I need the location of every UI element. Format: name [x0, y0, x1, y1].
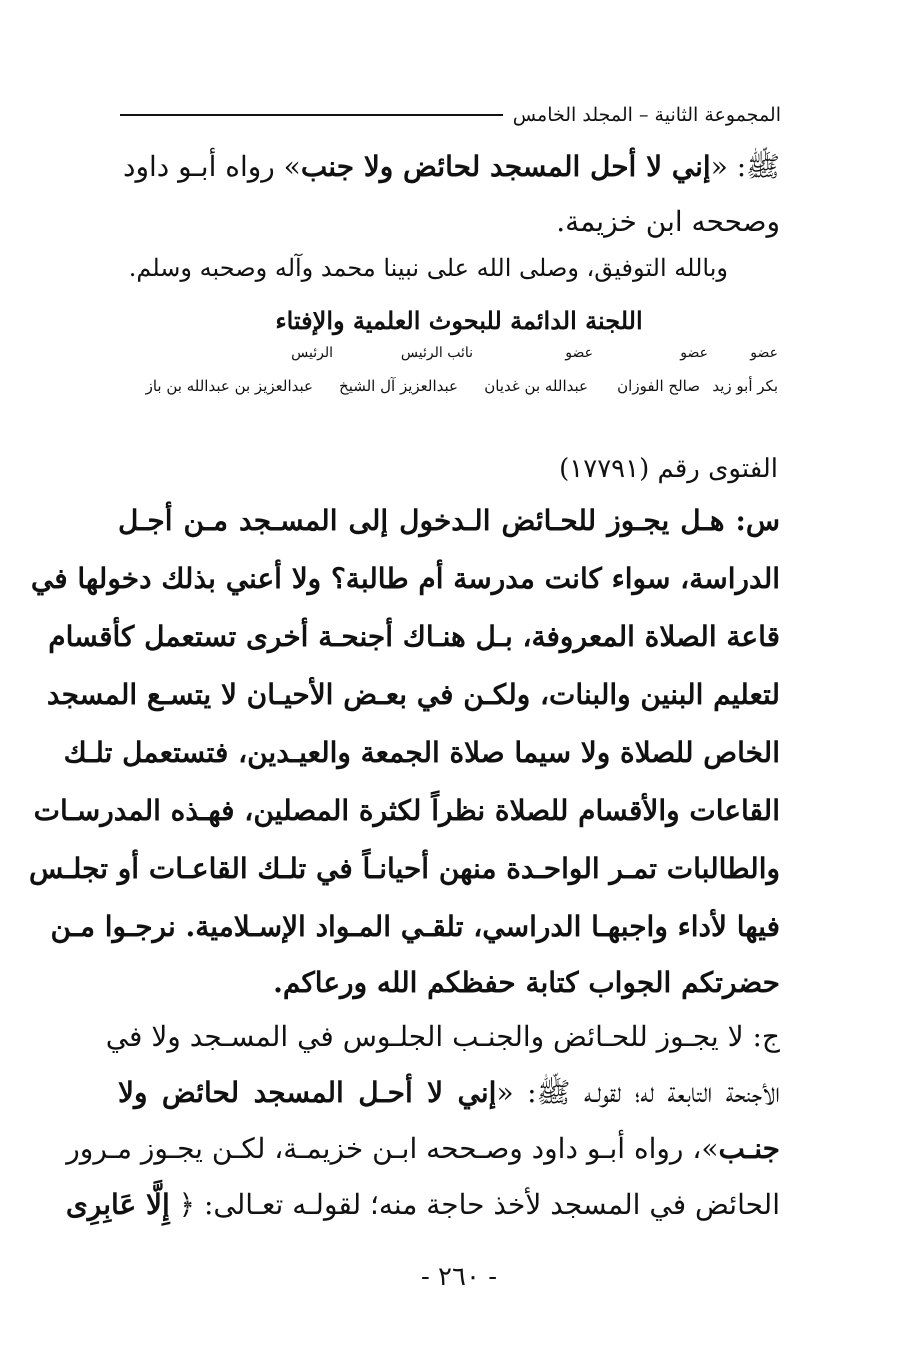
question-line: فيها لأداء واجبهـا الدراسي، تلقـي المـواد الإسـلامية. نرجـوا مـن: [50, 910, 780, 943]
signatory-name: صالح الفوزان: [617, 377, 700, 395]
question-line: س: هـل يجـوز للحـائض الـدخول إلى المسـجد مـن أجـل: [118, 504, 780, 537]
signatory-name: عبدالعزيز آل الشيخ: [339, 377, 458, 395]
fatwa-number: الفتوى رقم (١٧٧٩١): [559, 454, 778, 484]
signatory-role: نائب الرئيس: [400, 345, 473, 361]
answer-line-4-plain: الحائض في المسجد لأخذ حاجة منه؛ لقولـه تعـالى: ﴿: [169, 1188, 780, 1221]
question-line: والطالبات تمـر الواحـدة منهن أحيانـاً في تلـك القاعـات أو تجلـس: [29, 852, 780, 885]
intro-suffix: » رواه أبـو داود: [123, 150, 301, 183]
question-line: حضرتكم الجواب كتابة حفظكم الله ورعاكم.: [273, 966, 780, 999]
answer-line: ج: لا يجـوز للحـائض والجنـب الجلـوس في المسـجد ولا في: [105, 1020, 780, 1053]
answer-line-4-verse: إِلَّا عَابِرِى: [65, 1188, 170, 1221]
answer-line: [118, 1076, 780, 1116]
answer-line: [65, 1188, 780, 1228]
intro-prefix: ﷺ: «: [710, 150, 780, 183]
closing-line: وبالله التوفيق، وصلى الله على نبينا محمد وآله وصحبه وسلم.: [128, 254, 728, 282]
intro-line-2: [118, 205, 780, 239]
signatory-role: عضو: [750, 345, 778, 361]
question-line: الخاص للصلاة ولا سيما صلاة الجمعة والعيـدين، فتستعمل تلـك: [63, 736, 780, 769]
question-line: الدراسة، سواء كانت مدرسة أم طالبة؟ ولا أعني بذلك دخولها في: [30, 562, 780, 595]
signatory-role: عضو: [680, 345, 708, 361]
intro-hadith: إني لا أحل المسجد لحائض ولا جنب: [300, 150, 711, 183]
running-head-rule: [120, 114, 503, 116]
signatory-name: عبدالعزيز بن عبدالله بن باز: [145, 377, 313, 395]
answer-line-3-hadith: جنـب: [718, 1132, 780, 1165]
committee-title: اللجنة الدائمة للبحوث العلمية والإفتاء: [275, 306, 643, 335]
answer-line-2-plain: الأجنحة التابعة له؛ لقولـه ﷺ: «: [496, 1076, 780, 1109]
answer-line-3-plain: »، رواه أبـو داود وصـححه ابـن خزيمـة، لكـن يجـوز مـرور: [66, 1132, 719, 1165]
intro-line-2-text: وصححه ابن خزيمة.: [556, 205, 780, 238]
signatory-role: الرئيس: [291, 345, 333, 361]
question-line: قاعة الصلاة المعروفة، بـل هنـاك أجنحـة أخرى تستعمل كأقسام: [48, 620, 780, 653]
signatory-name: بكر أبو زيد: [712, 377, 778, 395]
signatory-role: عضو: [565, 345, 593, 361]
intro-line-1: [118, 150, 780, 184]
answer-line-2-hadith: إني لا أحـل المسجد لحائض ولا: [118, 1076, 497, 1109]
running-head: [120, 98, 781, 132]
question-line: القاعات والأقسام للصلاة نظراً لكثرة المصلين، فهـذه المدرسـات: [33, 794, 780, 827]
signatory-name: عبدالله بن غديان: [484, 377, 588, 395]
signatory-names: [140, 377, 778, 403]
signatory-roles: [150, 345, 778, 367]
answer-line: [66, 1132, 780, 1172]
question-line: لتعليم البنين والبنات، ولكـن في بعـض الأحيـان لا يتسـع المسجد: [46, 678, 780, 711]
page-number: - ٢٦٠ -: [420, 1262, 498, 1292]
running-head-title: المجموعة الثانية – المجلد الخامس: [512, 104, 781, 126]
